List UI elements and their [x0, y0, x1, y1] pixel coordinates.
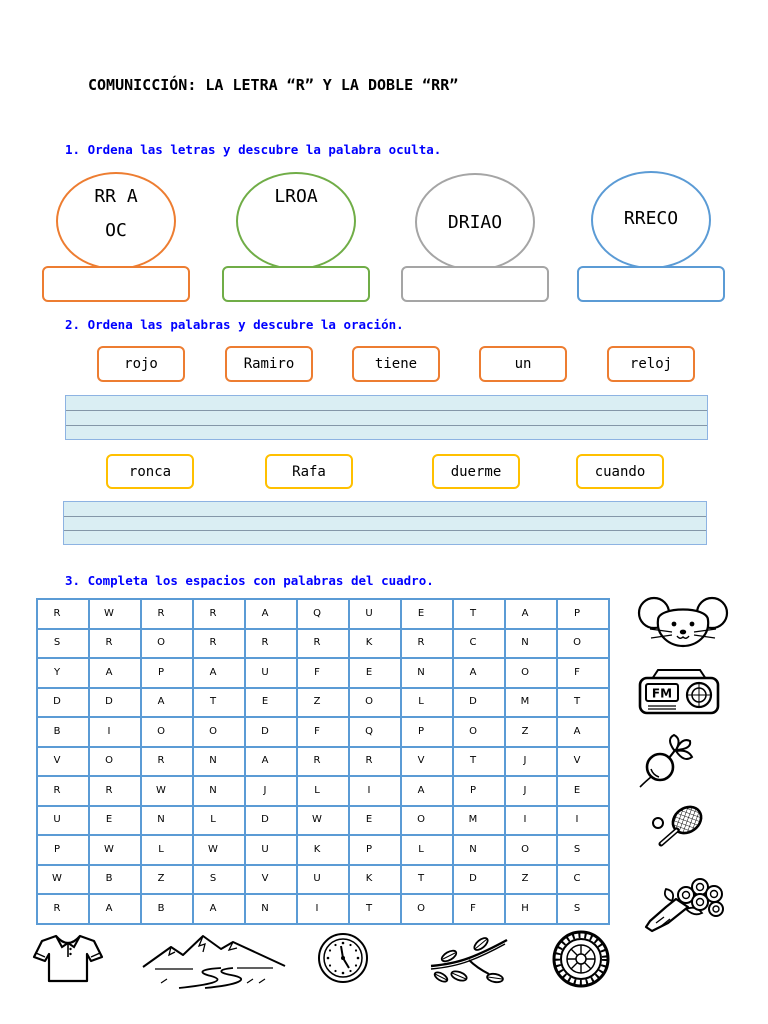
- grid-cell: K: [298, 836, 350, 866]
- grid-cell: S: [38, 630, 90, 660]
- grid-cell: R: [298, 630, 350, 660]
- grid-cell: K: [350, 866, 402, 896]
- grid-cell: R: [298, 748, 350, 778]
- grid-cell: E: [350, 807, 402, 837]
- grid-cell: W: [194, 836, 246, 866]
- grid-cell: R: [142, 600, 194, 630]
- grid-cell: T: [402, 866, 454, 896]
- grid-cell: S: [558, 895, 610, 925]
- grid-cell: I: [558, 807, 610, 837]
- grid-cell: Y: [38, 659, 90, 689]
- grid-cell: O: [142, 718, 194, 748]
- worksheet-title: COMUNICCIÓN: LA LETRA “R” Y LA DOBLE “RR”: [88, 76, 459, 94]
- section-1-heading: 1. Ordena las letras y descubre la palabra oculta.: [65, 142, 442, 157]
- branch-icon: [429, 934, 509, 984]
- grid-cell: D: [38, 689, 90, 719]
- grid-cell: P: [350, 836, 402, 866]
- grid-cell: W: [38, 866, 90, 896]
- mouse-icon: [636, 596, 730, 650]
- answer-box-3: [401, 266, 549, 302]
- sentence-answer-lines-1: [65, 395, 708, 440]
- radio-fm-label: FM: [651, 686, 673, 701]
- clock-icon: [304, 932, 382, 984]
- grid-cell: D: [454, 689, 506, 719]
- grid-cell: B: [38, 718, 90, 748]
- grid-cell: Z: [142, 866, 194, 896]
- answer-box-2: [222, 266, 370, 302]
- scrambled-letters: OC: [105, 220, 127, 241]
- shirt-icon: [32, 933, 104, 983]
- grid-cell: T: [194, 689, 246, 719]
- grid-cell: O: [506, 659, 558, 689]
- answer-box-1: [42, 266, 190, 302]
- tennis-racket-icon: [649, 803, 707, 851]
- grid-cell: I: [506, 807, 558, 837]
- grid-cell: M: [506, 689, 558, 719]
- grid-cell: E: [246, 689, 298, 719]
- grid-cell: S: [194, 866, 246, 896]
- grid-cell: A: [506, 600, 558, 630]
- grid-cell: I: [298, 895, 350, 925]
- flower-bouquet-icon: [642, 877, 728, 933]
- grid-cell: I: [350, 777, 402, 807]
- grid-cell: N: [142, 807, 194, 837]
- grid-cell: U: [298, 866, 350, 896]
- grid-cell: E: [90, 807, 142, 837]
- grid-cell: D: [90, 689, 142, 719]
- grid-cell: N: [194, 777, 246, 807]
- grid-cell: C: [558, 866, 610, 896]
- grid-cell: R: [194, 600, 246, 630]
- grid-cell: M: [454, 807, 506, 837]
- grid-cell: A: [90, 895, 142, 925]
- grid-cell: U: [350, 600, 402, 630]
- grid-cell: S: [558, 836, 610, 866]
- grid-cell: J: [506, 777, 558, 807]
- section-2-heading: 2. Ordena las palabras y descubre la oración.: [65, 317, 404, 332]
- word-card: ronca: [106, 454, 194, 489]
- grid-cell: F: [454, 895, 506, 925]
- grid-cell: E: [558, 777, 610, 807]
- grid-cell: R: [142, 748, 194, 778]
- grid-cell: V: [402, 748, 454, 778]
- grid-cell: A: [246, 748, 298, 778]
- grid-cell: R: [350, 748, 402, 778]
- word-card: un: [479, 346, 567, 382]
- grid-cell: O: [90, 748, 142, 778]
- grid-cell: Q: [350, 718, 402, 748]
- grid-cell: B: [142, 895, 194, 925]
- grid-cell: R: [402, 630, 454, 660]
- grid-cell: A: [246, 600, 298, 630]
- grid-cell: Z: [506, 718, 558, 748]
- grid-cell: D: [454, 866, 506, 896]
- grid-cell: I: [90, 718, 142, 748]
- grid-cell: O: [142, 630, 194, 660]
- grid-cell: R: [246, 630, 298, 660]
- grid-cell: U: [38, 807, 90, 837]
- word-card: Rafa: [265, 454, 353, 489]
- grid-cell: L: [402, 689, 454, 719]
- scrambled-letters: RRECO: [623, 208, 679, 229]
- grid-cell: Q: [298, 600, 350, 630]
- word-card: reloj: [607, 346, 695, 382]
- section-3-heading: 3. Completa los espacios con palabras del cuadro.: [65, 573, 434, 588]
- grid-cell: O: [350, 689, 402, 719]
- scrambled-letters: LROA: [274, 186, 318, 207]
- grid-cell: W: [90, 836, 142, 866]
- word-card: duerme: [432, 454, 520, 489]
- grid-cell: P: [454, 777, 506, 807]
- writing-line: [66, 425, 707, 426]
- grid-cell: D: [246, 807, 298, 837]
- grid-cell: T: [558, 689, 610, 719]
- grid-cell: E: [350, 659, 402, 689]
- grid-cell: T: [454, 748, 506, 778]
- grid-cell: N: [454, 836, 506, 866]
- grid-cell: J: [246, 777, 298, 807]
- grid-cell: O: [454, 718, 506, 748]
- grid-cell: P: [38, 836, 90, 866]
- grid-cell: E: [402, 600, 454, 630]
- word-card: rojo: [97, 346, 185, 382]
- grid-cell: L: [402, 836, 454, 866]
- word-card: cuando: [576, 454, 664, 489]
- grid-cell: N: [194, 748, 246, 778]
- grid-cell: D: [246, 718, 298, 748]
- grid-cell: Z: [506, 866, 558, 896]
- grid-cell: W: [142, 777, 194, 807]
- grid-cell: W: [90, 600, 142, 630]
- grid-cell: O: [558, 630, 610, 660]
- grid-cell: U: [246, 836, 298, 866]
- grid-cell: P: [558, 600, 610, 630]
- word-search-grid: [36, 598, 610, 925]
- grid-cell: L: [142, 836, 194, 866]
- grid-cell: J: [506, 748, 558, 778]
- grid-cell: P: [402, 718, 454, 748]
- grid-cell: A: [402, 777, 454, 807]
- grid-cell: C: [454, 630, 506, 660]
- writing-line: [66, 410, 707, 411]
- grid-cell: F: [298, 659, 350, 689]
- grid-cell: K: [350, 630, 402, 660]
- grid-cell: F: [298, 718, 350, 748]
- grid-cell: H: [506, 895, 558, 925]
- grid-cell: R: [38, 777, 90, 807]
- grid-cell: R: [194, 630, 246, 660]
- grid-cell: A: [142, 689, 194, 719]
- grid-cell: O: [402, 895, 454, 925]
- grid-cell: A: [194, 895, 246, 925]
- grid-cell: R: [38, 895, 90, 925]
- grid-cell: V: [558, 748, 610, 778]
- grid-cell: R: [38, 600, 90, 630]
- grid-cell: N: [402, 659, 454, 689]
- word-card: Ramiro: [225, 346, 313, 382]
- grid-cell: P: [142, 659, 194, 689]
- grid-cell: N: [506, 630, 558, 660]
- grid-cell: V: [246, 866, 298, 896]
- radio-icon: [638, 667, 722, 715]
- grid-cell: Z: [298, 689, 350, 719]
- writing-line: [64, 516, 706, 517]
- grid-cell: F: [558, 659, 610, 689]
- radish-icon: [638, 733, 694, 789]
- word-card: tiene: [352, 346, 440, 382]
- grid-cell: O: [194, 718, 246, 748]
- grid-cell: B: [90, 866, 142, 896]
- grid-cell: V: [38, 748, 90, 778]
- grid-cell: L: [298, 777, 350, 807]
- writing-line: [64, 530, 706, 531]
- grid-cell: T: [350, 895, 402, 925]
- grid-cell: W: [298, 807, 350, 837]
- grid-cell: A: [90, 659, 142, 689]
- scrambled-letters: RR A: [94, 186, 138, 207]
- answer-box-4: [577, 266, 725, 302]
- grid-cell: R: [90, 777, 142, 807]
- grid-cell: R: [90, 630, 142, 660]
- wheel-icon: [548, 930, 614, 988]
- grid-cell: T: [454, 600, 506, 630]
- grid-cell: A: [558, 718, 610, 748]
- grid-cell: O: [506, 836, 558, 866]
- grid-cell: A: [194, 659, 246, 689]
- grid-cell: A: [454, 659, 506, 689]
- scrambled-letters: DRIAO: [447, 212, 503, 233]
- grid-cell: N: [246, 895, 298, 925]
- mountains-road-icon: [141, 933, 287, 989]
- grid-cell: O: [402, 807, 454, 837]
- grid-cell: L: [194, 807, 246, 837]
- sentence-answer-lines-2: [63, 501, 707, 545]
- grid-cell: U: [246, 659, 298, 689]
